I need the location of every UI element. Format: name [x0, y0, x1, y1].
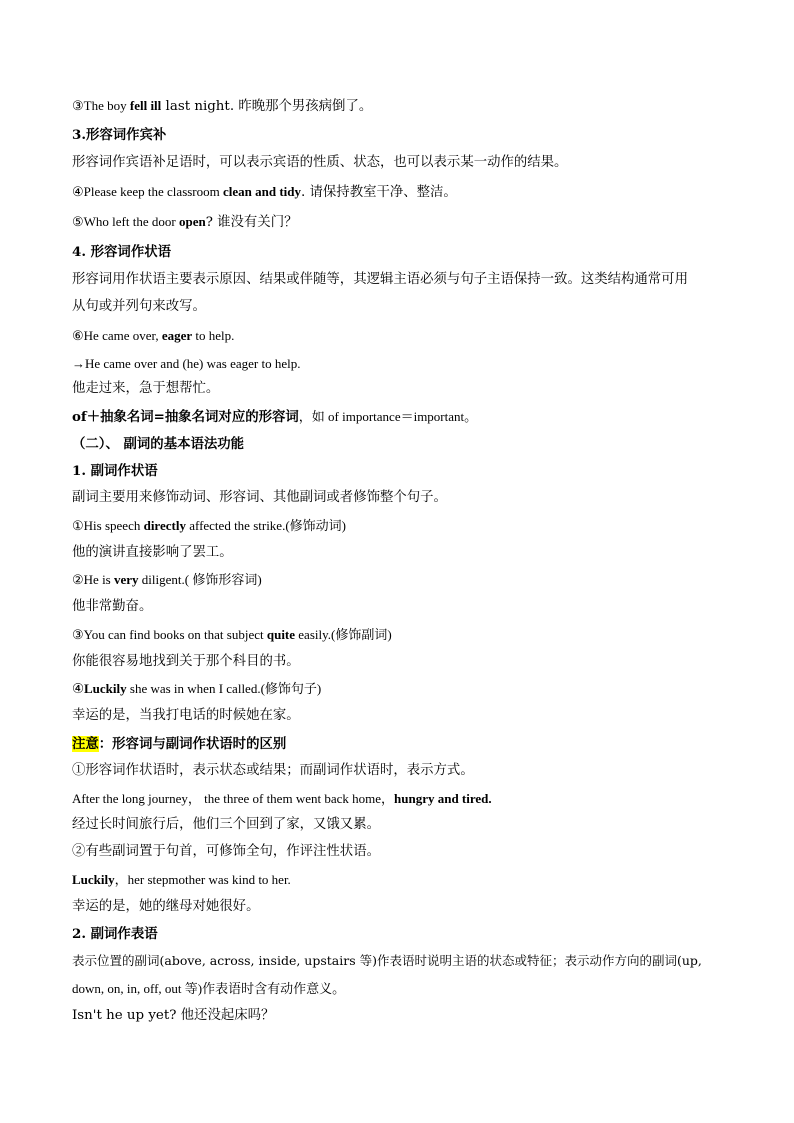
example-sentence-6: ⑥He came over, eager to help.: [72, 328, 235, 343]
note-point-1: ①形容词作状语时，表示状态或结果；而副词作状语时，表示方式。: [72, 763, 474, 778]
example-sentence-4: ④Please keep the classroom clean and tidy. 请保持教室干净、整洁。: [72, 184, 457, 200]
translation-note-2: 幸运的是，她的继母对她很好。: [72, 899, 260, 914]
subsection-heading-1: 1. 副词作状语: [72, 463, 158, 479]
note-point-2: ②有些副词置于句首，可修饰全句，作评注性状语。: [72, 844, 380, 859]
example-predicative: Isn't he up yet? 他还没起床吗？: [72, 1008, 275, 1023]
section-heading-3: 3.形容词作宾补: [72, 127, 167, 143]
paragraph-adverb-usage: 副词主要用来修饰动词、形容词、其他副词或者修饰整个句子。: [72, 490, 447, 505]
example-sentence-3: ③The boy fell ill last night. 昨晚那个男孩病倒了。: [72, 98, 373, 114]
highlighted-note-label: 注意: [72, 736, 99, 752]
example-sentence-5: ⑤Who left the door open? 谁没有关门？: [72, 214, 298, 230]
paragraph-adverbial-1: 形容词用作状语主要表示原因、结果或伴随等，其逻辑主语必须与句子主语保持一致。这类结构通常可用: [72, 272, 688, 287]
example-adverb-4: ④Luckily she was in when I called.(修饰句子): [72, 681, 322, 697]
section-heading-adverb: （二）、 副词的基本语法功能: [72, 436, 245, 452]
translation-adverb-2: 他非常勤奋。: [72, 599, 153, 614]
example-adverb-1: ①His speech directly affected the strike.(修饰动词): [72, 518, 346, 533]
note-heading: 注意：形容词与副词作状语时的区别: [72, 736, 287, 752]
translation-adverb-4: 幸运的是，当我打电话的时候她在家。: [72, 708, 300, 723]
translation-note-1: 经过长时间旅行后，他们三个回到了家，又饿又累。: [72, 817, 380, 832]
example-adverb-2: ②He is very diligent.( 修饰形容词): [72, 572, 262, 587]
translation-adverb-1: 他的演讲直接影响了罢工。: [72, 545, 233, 560]
example-translation-6: 他走过来，急于想帮忙。: [72, 381, 220, 396]
example-note-1: After the long journey， the three of them went back home，hungry and tired.: [72, 791, 492, 806]
paragraph-adverbial-2: 从句或并列句来改写。: [72, 299, 206, 314]
translation-adverb-3: 你能很容易地找到关于那个科目的书。: [72, 654, 300, 669]
section-heading-4: 4. 形容词作状语: [72, 244, 171, 260]
paragraph-predicative-2: down, on, in, off, out 等)作表语时含有动作意义。: [72, 981, 346, 996]
rule-of-abstract-noun: of＋抽象名词=抽象名词对应的形容词，如 of importance＝important。: [72, 409, 478, 425]
example-note-2: Luckily，her stepmother was kind to her.: [72, 872, 291, 887]
example-rewrite: →He came over and (he) was eager to help.: [72, 356, 301, 371]
subsection-heading-2: 2. 副词作表语: [72, 926, 158, 942]
paragraph-object-complement: 形容词作宾语补足语时，可以表示宾语的性质、状态，也可以表示某一动作的结果。: [72, 155, 568, 170]
example-adverb-3: ③You can find books on that subject quite easily.(修饰副词): [72, 627, 392, 642]
paragraph-predicative-1: 表示位置的副词(above, across, inside, upstairs 等)作表语时说明主语的状态或特征；表示动作方向的副词(up,: [72, 953, 702, 968]
